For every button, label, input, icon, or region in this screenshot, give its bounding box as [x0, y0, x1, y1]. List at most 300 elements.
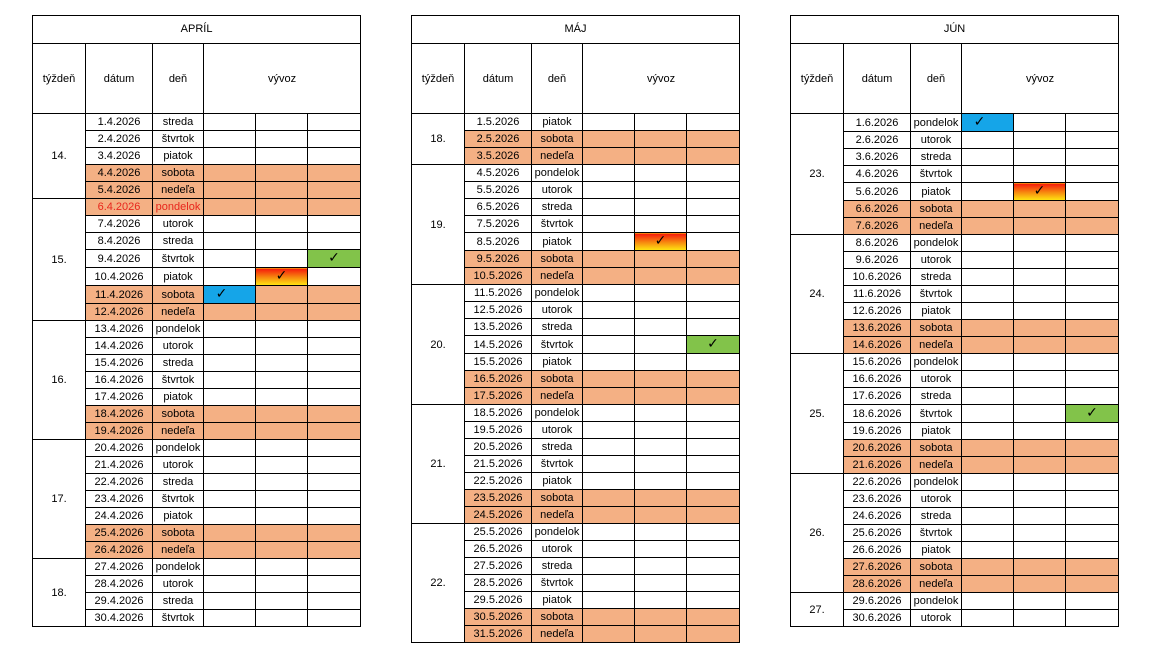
export-cell[interactable] — [635, 148, 687, 165]
export-cell[interactable] — [1066, 559, 1119, 576]
export-cell[interactable] — [687, 114, 740, 131]
export-cell[interactable] — [1066, 610, 1119, 627]
export-cell[interactable] — [1066, 183, 1119, 201]
export-cell-blue[interactable] — [962, 114, 1014, 132]
export-cell[interactable] — [962, 166, 1014, 183]
day-name-cell: utorok — [911, 610, 962, 627]
day-row — [412, 285, 740, 302]
export-cell[interactable] — [204, 182, 256, 199]
export-cell[interactable] — [308, 474, 361, 491]
export-cell[interactable] — [308, 508, 361, 525]
day-name-cell: pondelok — [532, 285, 583, 302]
export-cell[interactable] — [687, 456, 740, 473]
export-cell[interactable] — [1014, 303, 1066, 320]
export-cell[interactable] — [1066, 576, 1119, 593]
export-cell[interactable] — [308, 355, 361, 372]
date-cell: 8.6.2026 — [844, 235, 911, 252]
export-cell[interactable] — [635, 422, 687, 439]
export-cell[interactable] — [687, 473, 740, 490]
export-cell[interactable] — [962, 183, 1014, 201]
export-cell[interactable] — [635, 114, 687, 131]
export-cell[interactable] — [962, 354, 1014, 371]
export-cell[interactable] — [687, 199, 740, 216]
export-cell[interactable] — [687, 251, 740, 268]
export-cell[interactable] — [256, 542, 308, 559]
date-cell: 31.5.2026 — [465, 626, 532, 643]
export-cell[interactable] — [204, 355, 256, 372]
export-cell[interactable] — [204, 610, 256, 627]
export-cell[interactable] — [687, 439, 740, 456]
export-cell[interactable] — [962, 576, 1014, 593]
export-cell[interactable] — [962, 525, 1014, 542]
export-cell[interactable] — [256, 131, 308, 148]
export-cell[interactable] — [1066, 371, 1119, 388]
export-cell[interactable] — [1014, 235, 1066, 252]
export-cell[interactable] — [583, 507, 635, 524]
export-cell[interactable] — [635, 592, 687, 609]
export-cell[interactable] — [962, 593, 1014, 610]
export-cell[interactable] — [256, 182, 308, 199]
export-cell[interactable] — [635, 302, 687, 319]
export-cell[interactable] — [1066, 320, 1119, 337]
export-cell[interactable] — [1014, 474, 1066, 491]
export-cell[interactable] — [962, 610, 1014, 627]
export-cell[interactable] — [204, 372, 256, 389]
export-cell[interactable] — [204, 250, 256, 268]
export-cell[interactable] — [1014, 269, 1066, 286]
export-cell[interactable] — [635, 541, 687, 558]
export-cell[interactable] — [1066, 508, 1119, 525]
export-cell[interactable] — [256, 165, 308, 182]
export-cell[interactable] — [635, 371, 687, 388]
export-cell[interactable] — [635, 439, 687, 456]
date-cell: 14.6.2026 — [844, 337, 911, 354]
export-cell[interactable] — [687, 233, 740, 251]
export-cell[interactable] — [204, 508, 256, 525]
export-cell[interactable] — [962, 337, 1014, 354]
export-cell[interactable] — [204, 321, 256, 338]
export-cell[interactable] — [635, 473, 687, 490]
export-cell[interactable] — [204, 542, 256, 559]
export-cell[interactable] — [583, 131, 635, 148]
export-cell[interactable] — [687, 405, 740, 422]
export-cell[interactable] — [1014, 525, 1066, 542]
export-cell[interactable] — [687, 131, 740, 148]
export-cell[interactable] — [256, 372, 308, 389]
export-cell[interactable] — [204, 233, 256, 250]
export-cell[interactable] — [308, 199, 361, 216]
export-cell[interactable] — [1014, 559, 1066, 576]
export-cell[interactable] — [687, 507, 740, 524]
export-cell[interactable] — [256, 440, 308, 457]
export-cell[interactable] — [1014, 542, 1066, 559]
week-number: 18. — [33, 559, 86, 627]
export-cell[interactable] — [1066, 388, 1119, 405]
export-cell[interactable] — [204, 114, 256, 131]
export-cell[interactable] — [1066, 457, 1119, 474]
export-cell[interactable] — [1014, 166, 1066, 183]
export-cell[interactable] — [256, 216, 308, 233]
export-cell[interactable] — [1066, 114, 1119, 132]
calendar-table-may — [411, 15, 740, 643]
day-name-cell: sobota — [911, 559, 962, 576]
export-cell[interactable] — [687, 371, 740, 388]
export-cell[interactable] — [583, 336, 635, 354]
export-cell[interactable] — [256, 423, 308, 440]
export-cell[interactable] — [583, 216, 635, 233]
export-cell[interactable] — [256, 474, 308, 491]
export-cell[interactable] — [308, 182, 361, 199]
export-cell[interactable] — [583, 439, 635, 456]
export-cell[interactable] — [256, 491, 308, 508]
export-cell[interactable] — [1066, 303, 1119, 320]
export-cell[interactable] — [635, 319, 687, 336]
export-cell[interactable] — [1066, 542, 1119, 559]
export-cell[interactable] — [583, 354, 635, 371]
export-cell[interactable] — [256, 559, 308, 576]
export-cell[interactable] — [308, 268, 361, 286]
export-cell[interactable] — [256, 114, 308, 131]
export-cell[interactable] — [635, 131, 687, 148]
export-cell[interactable] — [635, 507, 687, 524]
day-name-cell: piatok — [153, 389, 204, 406]
export-cell[interactable] — [256, 199, 308, 216]
export-cell[interactable] — [1066, 132, 1119, 149]
export-cell[interactable] — [256, 250, 308, 268]
export-cell[interactable] — [962, 269, 1014, 286]
export-cell[interactable] — [204, 423, 256, 440]
export-cell[interactable] — [583, 456, 635, 473]
export-cell[interactable] — [962, 320, 1014, 337]
export-cell[interactable] — [204, 491, 256, 508]
checkmark-icon: ✓ — [328, 250, 340, 266]
export-cell[interactable] — [308, 321, 361, 338]
export-cell[interactable] — [1066, 235, 1119, 252]
export-cell[interactable] — [635, 182, 687, 199]
export-cell[interactable] — [256, 321, 308, 338]
export-cell[interactable] — [204, 559, 256, 576]
export-cell[interactable] — [687, 148, 740, 165]
export-cell[interactable] — [256, 304, 308, 321]
export-cell[interactable] — [1014, 405, 1066, 423]
export-cell[interactable] — [583, 388, 635, 405]
export-cell[interactable] — [635, 354, 687, 371]
export-cell[interactable] — [962, 218, 1014, 235]
export-cell[interactable] — [583, 422, 635, 439]
export-cell[interactable] — [962, 252, 1014, 269]
export-cell[interactable] — [204, 440, 256, 457]
export-cell[interactable] — [583, 558, 635, 575]
export-cell[interactable] — [962, 423, 1014, 440]
export-cell[interactable] — [1014, 337, 1066, 354]
export-cell[interactable] — [1014, 149, 1066, 166]
export-cell[interactable] — [204, 148, 256, 165]
export-cell[interactable] — [687, 592, 740, 609]
date-cell: 21.5.2026 — [465, 456, 532, 473]
export-cell[interactable] — [1066, 491, 1119, 508]
export-cell[interactable] — [687, 609, 740, 626]
export-cell-gradient[interactable] — [635, 233, 687, 251]
date-cell: 6.6.2026 — [844, 201, 911, 218]
export-cell[interactable] — [583, 371, 635, 388]
export-cell[interactable] — [635, 558, 687, 575]
export-cell[interactable] — [687, 302, 740, 319]
export-cell[interactable] — [308, 165, 361, 182]
export-cell[interactable] — [1014, 132, 1066, 149]
export-cell[interactable] — [687, 558, 740, 575]
export-cell[interactable] — [687, 541, 740, 558]
export-cell[interactable] — [687, 216, 740, 233]
export-cell[interactable] — [962, 388, 1014, 405]
export-cell[interactable] — [1014, 440, 1066, 457]
export-cell[interactable] — [204, 525, 256, 542]
export-cell[interactable] — [308, 286, 361, 304]
export-cell[interactable] — [635, 456, 687, 473]
export-cell[interactable] — [962, 201, 1014, 218]
export-cell[interactable] — [256, 233, 308, 250]
export-cell[interactable] — [583, 165, 635, 182]
export-cell[interactable] — [1014, 218, 1066, 235]
export-cell[interactable] — [583, 524, 635, 541]
export-cell[interactable] — [204, 304, 256, 321]
export-cell[interactable] — [962, 286, 1014, 303]
export-cell[interactable] — [635, 336, 687, 354]
export-cell[interactable] — [1014, 388, 1066, 405]
export-cell[interactable] — [687, 268, 740, 285]
export-cell[interactable] — [204, 406, 256, 423]
export-cell[interactable] — [204, 593, 256, 610]
date-cell: 20.6.2026 — [844, 440, 911, 457]
day-name-cell: nedeľa — [911, 457, 962, 474]
export-cell[interactable] — [1014, 320, 1066, 337]
export-cell[interactable] — [256, 148, 308, 165]
export-cell[interactable] — [308, 423, 361, 440]
export-cell[interactable] — [635, 405, 687, 422]
export-cell[interactable] — [204, 199, 256, 216]
export-cell[interactable] — [962, 149, 1014, 166]
export-cell[interactable] — [1066, 286, 1119, 303]
export-cell-blue[interactable] — [204, 286, 256, 304]
export-cell[interactable] — [583, 148, 635, 165]
export-cell[interactable] — [1014, 457, 1066, 474]
export-cell[interactable] — [1014, 508, 1066, 525]
export-cell[interactable] — [635, 165, 687, 182]
export-cell[interactable] — [1066, 423, 1119, 440]
export-cell-green[interactable] — [687, 336, 740, 354]
export-cell[interactable] — [256, 355, 308, 372]
export-cell[interactable] — [1014, 286, 1066, 303]
export-cell[interactable] — [204, 576, 256, 593]
export-cell[interactable] — [1066, 218, 1119, 235]
export-cell[interactable] — [583, 182, 635, 199]
export-cell[interactable] — [962, 457, 1014, 474]
export-cell[interactable] — [635, 251, 687, 268]
export-cell[interactable] — [583, 114, 635, 131]
export-cell[interactable] — [308, 525, 361, 542]
export-cell[interactable] — [962, 474, 1014, 491]
export-cell[interactable] — [635, 575, 687, 592]
export-cell[interactable] — [1066, 149, 1119, 166]
day-name-cell: pondelok — [911, 235, 962, 252]
export-cell[interactable] — [308, 593, 361, 610]
export-cell[interactable] — [308, 542, 361, 559]
export-cell[interactable] — [1014, 610, 1066, 627]
day-name-cell: sobota — [532, 131, 583, 148]
export-cell[interactable] — [308, 304, 361, 321]
export-cell[interactable] — [256, 338, 308, 355]
export-cell[interactable] — [1066, 474, 1119, 491]
export-cell[interactable] — [1014, 593, 1066, 610]
export-cell[interactable] — [583, 609, 635, 626]
export-cell[interactable] — [962, 371, 1014, 388]
export-cell[interactable] — [1014, 576, 1066, 593]
export-cell[interactable] — [962, 542, 1014, 559]
export-cell[interactable] — [1014, 354, 1066, 371]
day-name-cell: pondelok — [911, 593, 962, 610]
export-cell[interactable] — [308, 372, 361, 389]
day-name-cell: utorok — [153, 576, 204, 593]
export-cell[interactable] — [256, 576, 308, 593]
export-cell[interactable] — [308, 406, 361, 423]
export-cell[interactable] — [635, 609, 687, 626]
export-cell[interactable] — [256, 389, 308, 406]
export-cell[interactable] — [204, 268, 256, 286]
day-name-cell: streda — [153, 355, 204, 372]
export-cell[interactable] — [687, 354, 740, 371]
export-cell[interactable] — [1014, 423, 1066, 440]
export-cell[interactable] — [962, 491, 1014, 508]
export-cell-gradient[interactable] — [1014, 183, 1066, 201]
date-cell: 16.5.2026 — [465, 371, 532, 388]
export-cell[interactable] — [1066, 337, 1119, 354]
export-cell[interactable] — [687, 285, 740, 302]
export-cell[interactable] — [962, 559, 1014, 576]
export-cell[interactable] — [635, 524, 687, 541]
export-cell[interactable] — [1066, 525, 1119, 542]
date-cell: 1.4.2026 — [86, 114, 153, 131]
export-cell[interactable] — [583, 302, 635, 319]
export-cell[interactable] — [687, 422, 740, 439]
export-cell[interactable] — [583, 319, 635, 336]
export-cell[interactable] — [583, 199, 635, 216]
export-cell[interactable] — [308, 576, 361, 593]
export-cell[interactable] — [687, 388, 740, 405]
export-cell[interactable] — [308, 457, 361, 474]
export-cell[interactable] — [1066, 166, 1119, 183]
export-cell-green[interactable] — [1066, 405, 1119, 423]
export-cell[interactable] — [308, 559, 361, 576]
export-cell[interactable] — [962, 440, 1014, 457]
export-cell[interactable] — [308, 131, 361, 148]
day-name-cell: pondelok — [153, 440, 204, 457]
export-cell[interactable] — [256, 457, 308, 474]
export-cell[interactable] — [204, 165, 256, 182]
export-cell[interactable] — [583, 233, 635, 251]
export-cell[interactable] — [204, 338, 256, 355]
export-cell[interactable] — [308, 491, 361, 508]
export-cell[interactable] — [962, 132, 1014, 149]
export-cell[interactable] — [256, 525, 308, 542]
export-cell[interactable] — [308, 114, 361, 131]
export-cell[interactable] — [204, 457, 256, 474]
export-cell[interactable] — [962, 303, 1014, 320]
export-cell[interactable] — [583, 592, 635, 609]
export-cell[interactable] — [583, 473, 635, 490]
export-cell[interactable] — [1014, 252, 1066, 269]
export-cell[interactable] — [687, 490, 740, 507]
export-cell[interactable] — [583, 251, 635, 268]
export-cell[interactable] — [1014, 491, 1066, 508]
export-cell[interactable] — [308, 338, 361, 355]
export-cell[interactable] — [687, 524, 740, 541]
export-cell[interactable] — [1066, 252, 1119, 269]
export-cell[interactable] — [256, 610, 308, 627]
export-cell[interactable] — [962, 405, 1014, 423]
export-cell[interactable] — [1066, 269, 1119, 286]
day-name-cell: piatok — [153, 148, 204, 165]
month-title-row — [33, 16, 361, 44]
export-cell[interactable] — [635, 490, 687, 507]
export-cell[interactable] — [256, 406, 308, 423]
export-cell[interactable] — [204, 216, 256, 233]
export-cell[interactable] — [583, 490, 635, 507]
export-cell[interactable] — [256, 286, 308, 304]
export-cell[interactable] — [1066, 593, 1119, 610]
export-cell[interactable] — [635, 388, 687, 405]
export-cell[interactable] — [583, 268, 635, 285]
export-cell[interactable] — [308, 440, 361, 457]
export-cell[interactable] — [1014, 114, 1066, 132]
export-cell[interactable] — [583, 626, 635, 643]
export-cell[interactable] — [204, 131, 256, 148]
export-cell[interactable] — [1014, 371, 1066, 388]
export-cell[interactable] — [256, 508, 308, 525]
export-cell[interactable] — [687, 182, 740, 199]
export-cell[interactable] — [583, 541, 635, 558]
export-cell-gradient[interactable] — [256, 268, 308, 286]
export-cell[interactable] — [583, 285, 635, 302]
export-cell[interactable] — [635, 626, 687, 643]
export-cell[interactable] — [1066, 201, 1119, 218]
export-cell[interactable] — [308, 148, 361, 165]
export-cell[interactable] — [308, 216, 361, 233]
export-cell[interactable] — [204, 389, 256, 406]
export-cell[interactable] — [308, 610, 361, 627]
export-cell[interactable] — [635, 268, 687, 285]
export-cell[interactable] — [962, 508, 1014, 525]
export-cell[interactable] — [583, 575, 635, 592]
export-cell[interactable] — [687, 319, 740, 336]
export-cell[interactable] — [687, 626, 740, 643]
export-cell[interactable] — [583, 405, 635, 422]
export-cell-green[interactable] — [308, 250, 361, 268]
export-cell[interactable] — [256, 593, 308, 610]
export-cell[interactable] — [635, 216, 687, 233]
export-cell[interactable] — [962, 235, 1014, 252]
export-cell[interactable] — [687, 165, 740, 182]
export-cell[interactable] — [308, 233, 361, 250]
export-cell[interactable] — [1066, 354, 1119, 371]
export-cell[interactable] — [1066, 440, 1119, 457]
export-cell[interactable] — [687, 575, 740, 592]
export-cell[interactable] — [204, 474, 256, 491]
export-cell[interactable] — [308, 389, 361, 406]
export-cell[interactable] — [635, 199, 687, 216]
export-cell[interactable] — [635, 285, 687, 302]
day-name-cell: pondelok — [153, 559, 204, 576]
export-cell[interactable] — [1014, 201, 1066, 218]
date-cell: 30.5.2026 — [465, 609, 532, 626]
